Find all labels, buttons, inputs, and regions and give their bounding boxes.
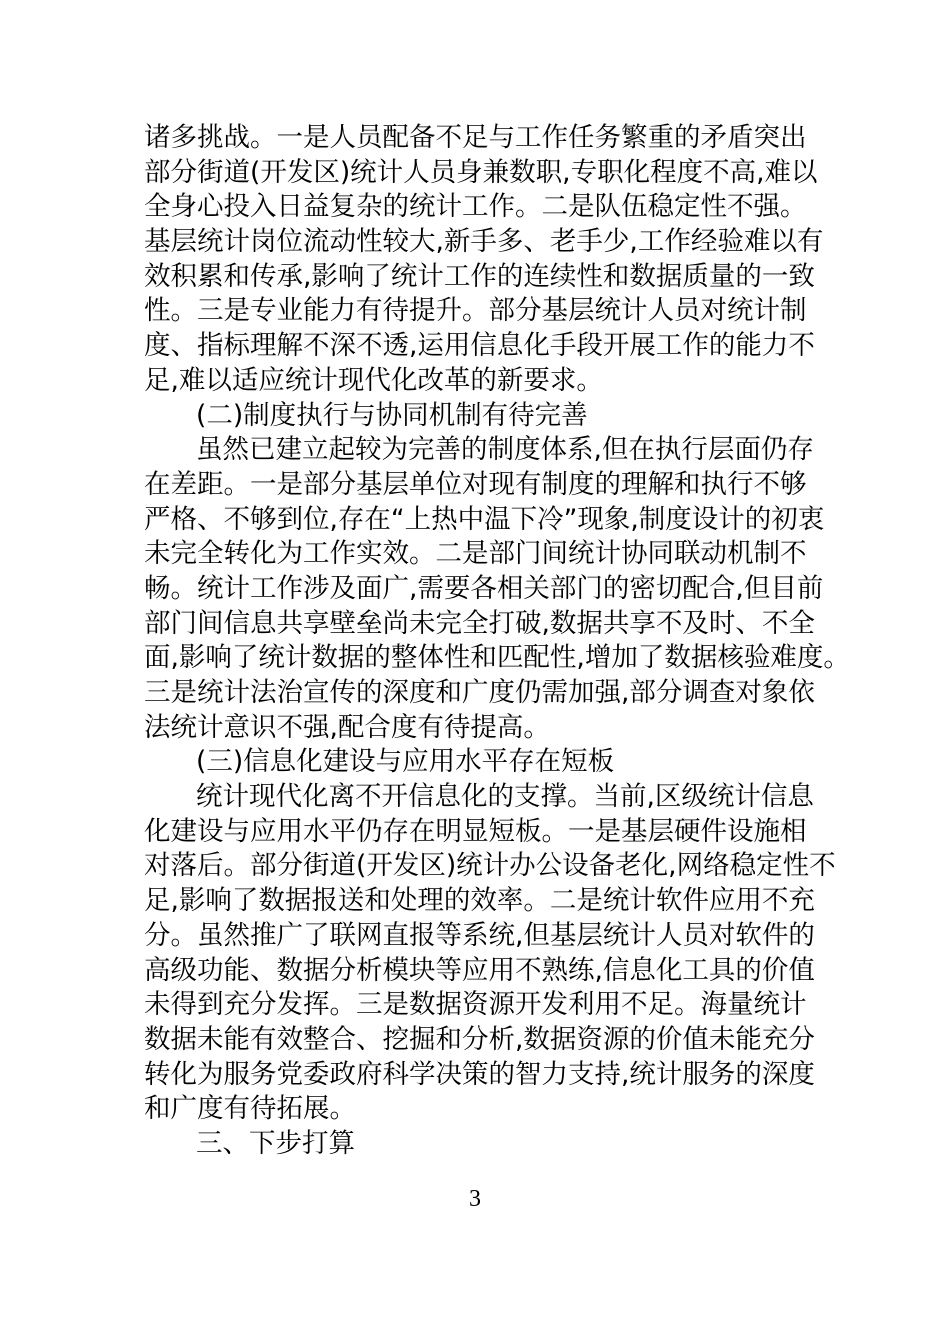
text-line: 三是统计法治宣传的深度和广度仍需加强,部分调查对象依 <box>144 677 815 708</box>
body-text <box>144 121 850 1162</box>
text-line: 虽然已建立起较为完善的制度体系,但在执行层面仍存 <box>196 434 814 466</box>
text-line: 面,影响了统计数据的整体性和匹配性,增加了数据核验难度。 <box>144 642 850 674</box>
text-line: 基层统计岗位流动性较大,新手多、老手少,工作经验难以有 <box>144 226 824 258</box>
text-line: 未得到充分发挥。三是数据资源开发利用不足。海量统计 <box>144 989 807 1021</box>
text-line: 转化为服务党委政府科学决策的智力支持,统计服务的深度 <box>144 1058 815 1090</box>
text-line: 度、指标理解不深不透,运用信息化手段开展工作的能力不 <box>144 330 815 362</box>
text-line: 足,影响了数据报送和处理的效率。二是统计软件应用不充 <box>144 885 815 917</box>
text-line: 部分街道(开发区)统计人员身兼数职,专职化程度不高,难以 <box>144 156 818 188</box>
section-heading: (三)信息化建设与应用水平存在短板 <box>196 746 615 778</box>
section-heading: (二)制度执行与协同机制有待完善 <box>196 399 588 431</box>
section-heading: 三、下步打算 <box>196 1127 355 1159</box>
text-line: 全身心投入日益复杂的统计工作。二是队伍稳定性不强。 <box>144 191 807 223</box>
text-line: 在差距。一是部分基层单位对现有制度的理解和执行不够 <box>144 468 807 500</box>
text-line: 对落后。部分街道(开发区)统计办公设备老化,网络稳定性不 <box>144 850 836 882</box>
text-line: 化建设与应用水平仍存在明显短板。一是基层硬件设施相 <box>144 815 807 847</box>
text-line: 分。虽然推广了联网直报等系统,但基层统计人员对软件的 <box>144 919 815 951</box>
text-line: 性。三是专业能力有待提升。部分基层统计人员对统计制 <box>144 295 807 327</box>
text-line: 统计现代化离不开信息化的支撑。当前,区级统计信息 <box>196 781 814 813</box>
page-number: 3 <box>469 1186 481 1212</box>
text-line: 畅。统计工作涉及面广,需要各相关部门的密切配合,但目前 <box>144 572 824 604</box>
text-line: 法统计意识不强,配合度有待提高。 <box>144 711 550 743</box>
text-line: 足,难以适应统计现代化改革的新要求。 <box>144 364 603 396</box>
text-line: 和广度有待拓展。 <box>144 1093 356 1125</box>
text-line: 严格、不够到位,存在“上热中温下冷”现象,制度设计的初衷 <box>144 503 825 535</box>
text-line: 效积累和传承,影响了统计工作的连续性和数据质量的一致 <box>144 260 815 292</box>
text-line: 高级功能、数据分析模块等应用不熟练,信息化工具的价值 <box>144 954 815 986</box>
text-line: 部门间信息共享壁垒尚未完全打破,数据共享不及时、不全 <box>144 607 815 639</box>
text-line: 未完全转化为工作实效。二是部门间统计协同联动机制不 <box>144 538 807 570</box>
text-line: 诸多挑战。一是人员配备不足与工作任务繁重的矛盾突出 <box>144 122 807 153</box>
text-line: 数据未能有效整合、挖掘和分析,数据资源的价值未能充分 <box>144 1023 815 1055</box>
